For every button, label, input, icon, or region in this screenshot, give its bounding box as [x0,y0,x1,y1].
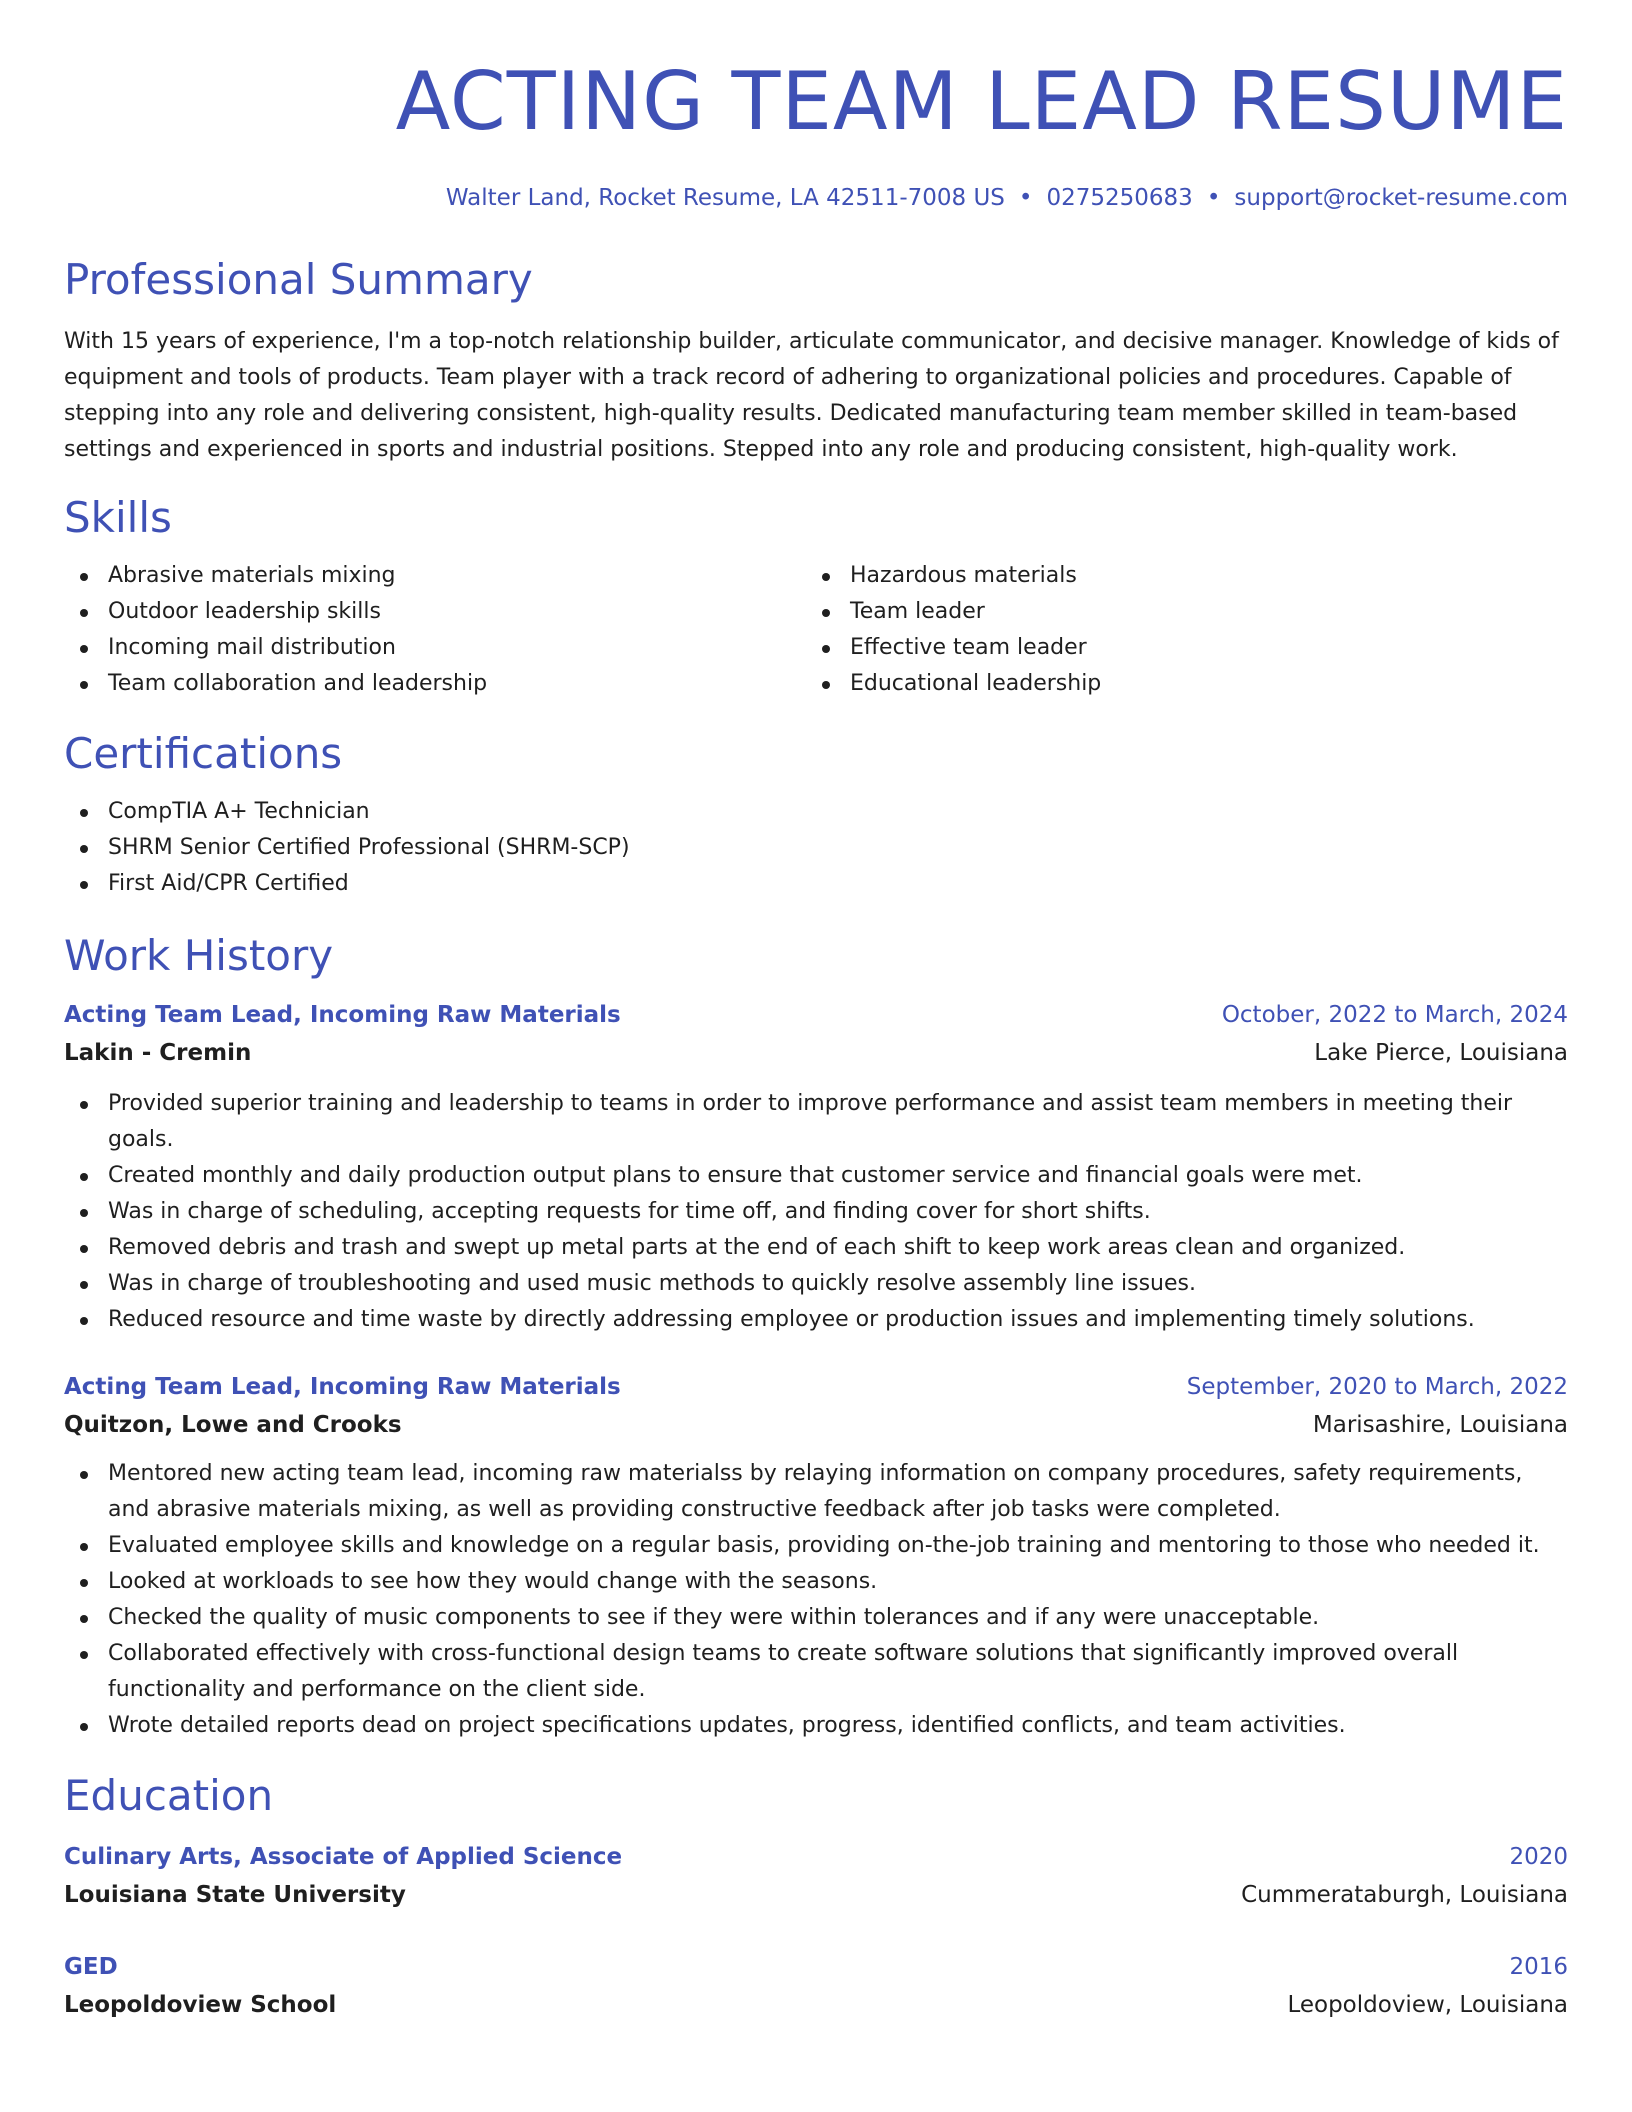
job-bullets [64,1456,1568,1744]
job-company: Lakin - Cremin [64,1040,252,1066]
certification-item: CompTIA A+ Technician [64,794,1568,830]
education-entry [64,1948,1568,2024]
job-dates: October, 2022 to March, 2024 [1221,1002,1568,1028]
job-bullet: Reduced resource and time waste by directly addressing employee or production issues and implementing timely solutions. [64,1302,1568,1338]
skill-item: Outdoor leadership skills [64,594,806,630]
contact-separator: • [1018,185,1033,211]
skill-item: Abrasive materials mixing [64,558,806,594]
education-location: Leopoldoview, Louisiana [1287,1992,1568,2018]
job-dates: September, 2020 to March, 2022 [1186,1374,1568,1400]
education-year: 2020 [1509,1844,1568,1870]
job-bullet: Looked at workloads to see how they would change with the seasons. [64,1564,1568,1600]
job-entry [64,1368,1568,1744]
job-bullet: Created monthly and daily production output plans to ensure that customer service and financial goals were met. [64,1158,1568,1194]
certifications-list [64,794,1568,902]
resume-page [64,0,1568,2024]
education-heading: Education [64,1771,274,1820]
contact-email[interactable]: support@rocket-resume.com [1234,185,1568,211]
work-history-heading: Work History [64,931,334,980]
job-bullet: Evaluated employee skills and knowledge on a regular basis, providing on-the-job training and mentoring to those who needed it. [64,1528,1568,1564]
certification-item: SHRM Senior Certified Professional (SHRM-SCP) [64,830,1568,866]
job-bullets [64,1086,1568,1338]
education-location: Cummerataburgh, Louisiana [1241,1882,1568,1908]
contact-address: Walter Land, Rocket Resume, LA 42511-7008 US [445,185,1005,211]
skills-heading: Skills [64,493,172,542]
education-school: Leopoldoview School [64,1992,337,2018]
education-school: Louisiana State University [64,1882,406,1908]
job-bullet: Collaborated effectively with cross-functional design teams to create software solutions that significantly improved overall functionality and performance on the client side. [64,1636,1568,1708]
job-bullet: Was in charge of scheduling, accepting requests for time off, and finding cover for short shifts. [64,1194,1568,1230]
skill-item: Incoming mail distribution [64,630,806,666]
summary-text: With 15 years of experience, I'm a top-notch relationship builder, articulate communicator, and decisive manager. Knowledge of kids of equipment and tools of products. Team player with a track record of adhering to organizational policies and procedures. Capable of stepping into any role and delivering consistent, high-quality results. Dedicated manufacturing team member skilled in team-based settings and experienced in sports and industrial positions. Stepped into any role and producing consistent, high-quality work. [64,329,1559,462]
job-bullet: Removed debris and trash and swept up metal parts at the end of each shift to keep work areas clean and organized. [64,1230,1568,1266]
certifications-heading: Certifications [64,729,343,778]
job-location: Marisashire, Louisiana [1312,1412,1568,1438]
job-bullet: Provided superior training and leadership to teams in order to improve performance and assist team members in meeting their goals. [64,1086,1568,1158]
contact-separator: • [1206,185,1221,211]
job-company: Quitzon, Lowe and Crooks [64,1412,402,1438]
job-bullet: Wrote detailed reports dead on project specifications updates, progress, identified conflicts, and team activities. [64,1708,1568,1744]
job-title: Acting Team Lead, Incoming Raw Materials [64,1374,621,1400]
job-bullet: Was in charge of troubleshooting and used music methods to quickly resolve assembly line issues. [64,1266,1568,1302]
education-degree: GED [64,1954,118,1980]
contact-phone: 0275250683 [1046,185,1193,211]
job-entry [64,996,1568,1338]
skills-column-left [64,558,806,702]
certification-item: First Aid/CPR Certified [64,866,1568,902]
summary-heading: Professional Summary [64,255,533,304]
skill-item: Team collaboration and leadership [64,666,806,702]
education-year: 2016 [1509,1954,1568,1980]
job-bullet: Mentored new acting team lead, incoming raw materialss by relaying information on company procedures, safety requirements, and abrasive materials mixing, as well as providing constructive feedback after job tasks were completed. [64,1456,1568,1528]
education-entry [64,1838,1568,1914]
contact-line [64,182,1568,214]
skill-item: Hazardous materials [806,558,1548,594]
resume-title: ACTING TEAM LEAD RESUME [395,55,1568,148]
job-location: Lake Pierce, Louisiana [1314,1040,1568,1066]
skills-list [64,558,1568,702]
skill-item: Effective team leader [806,630,1548,666]
job-bullet: Checked the quality of music components to see if they were within tolerances and if any were unacceptable. [64,1600,1568,1636]
skills-column-right [806,558,1548,702]
skill-item: Team leader [806,594,1548,630]
job-title: Acting Team Lead, Incoming Raw Materials [64,1002,621,1028]
skill-item: Educational leadership [806,666,1548,702]
education-degree: Culinary Arts, Associate of Applied Science [64,1844,623,1870]
